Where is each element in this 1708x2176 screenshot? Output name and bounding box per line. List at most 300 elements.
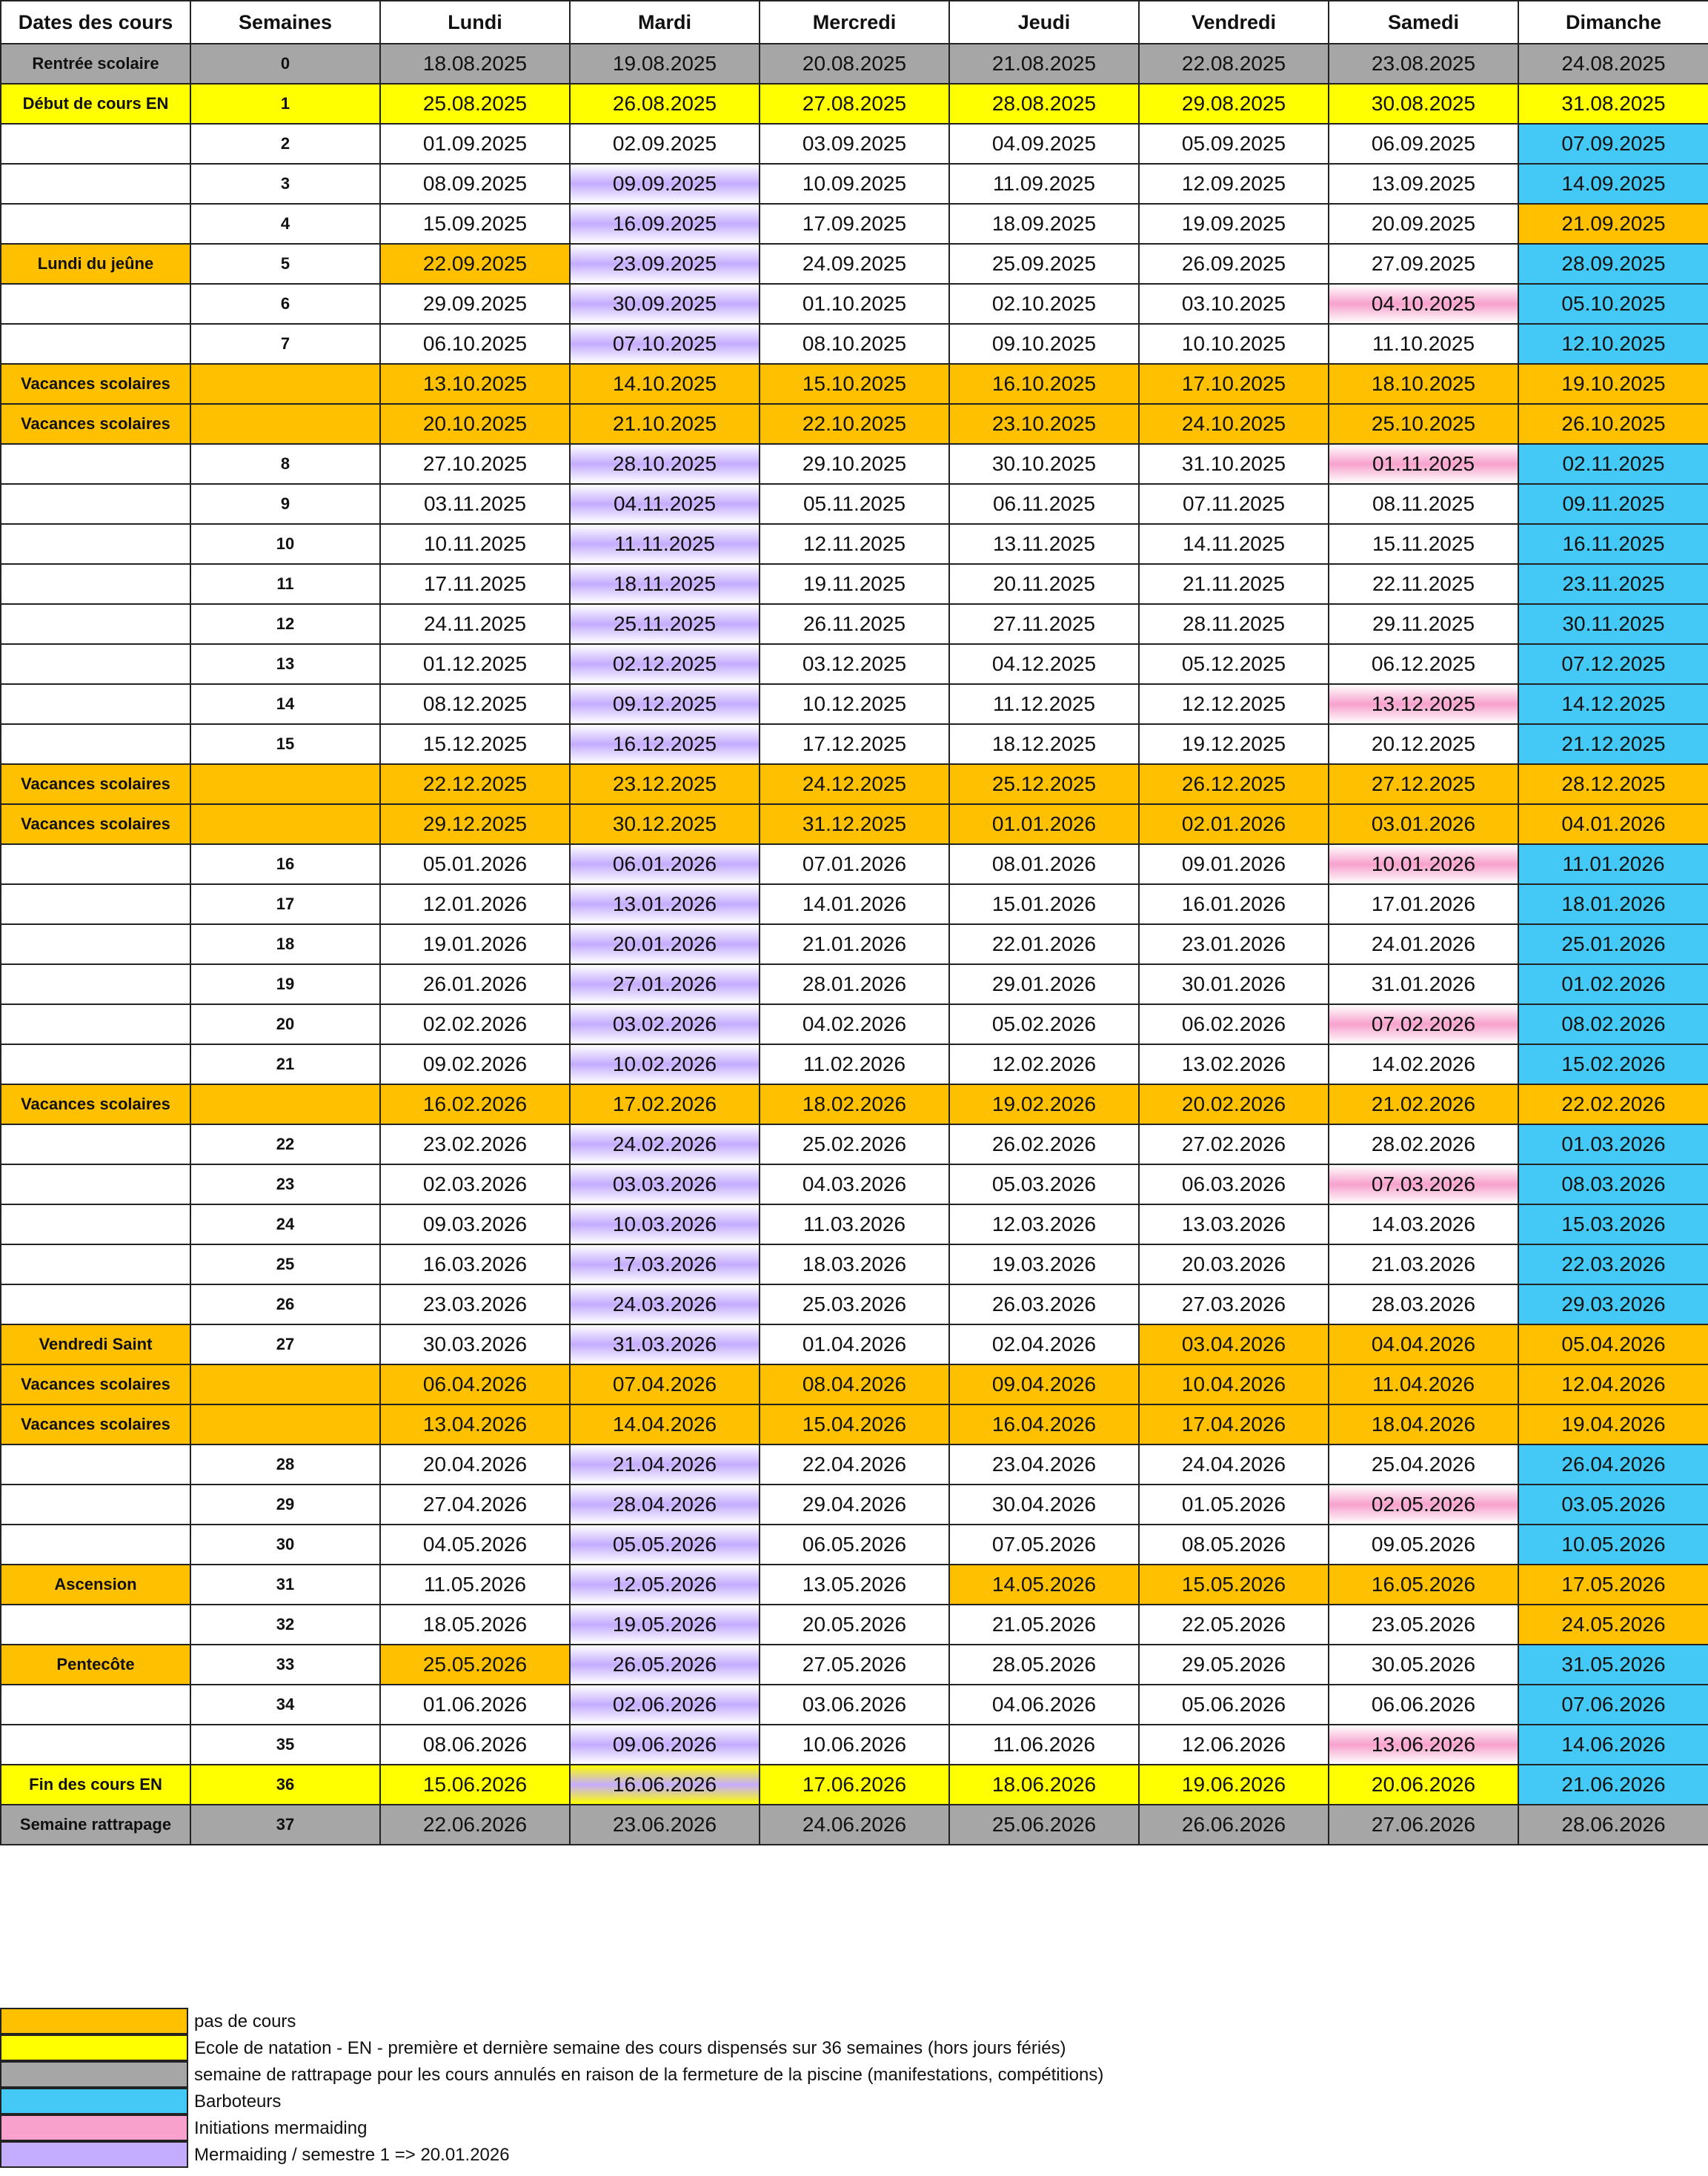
date-cell: 18.10.2025 bbox=[1329, 364, 1518, 404]
date-cell: 02.09.2025 bbox=[570, 124, 760, 164]
date-cell: 19.11.2025 bbox=[760, 564, 949, 604]
header-mardi: Mardi bbox=[570, 1, 760, 44]
date-cell: 28.11.2025 bbox=[1139, 604, 1329, 644]
table-row bbox=[1, 1084, 1708, 1124]
table-row bbox=[1, 84, 1708, 124]
date-cell: 28.10.2025 bbox=[570, 444, 760, 484]
row-label: Semaine rattrapage bbox=[1, 1805, 190, 1845]
date-cell: 06.06.2026 bbox=[1329, 1685, 1518, 1725]
date-cell: 05.10.2025 bbox=[1518, 284, 1708, 324]
legend-text: semaine de rattrapage pour les cours annulés en raison de la fermeture de la piscine (manifestations, compétitions) bbox=[194, 2065, 1104, 2085]
date-cell: 23.10.2025 bbox=[949, 404, 1139, 444]
date-cell: 13.06.2026 bbox=[1329, 1725, 1518, 1765]
date-cell: 18.11.2025 bbox=[570, 564, 760, 604]
week-number: 10 bbox=[190, 524, 380, 564]
date-cell: 23.12.2025 bbox=[570, 764, 760, 804]
row-label bbox=[1, 444, 190, 484]
row-label bbox=[1, 924, 190, 964]
row-label bbox=[1, 964, 190, 1004]
date-cell: 28.05.2026 bbox=[949, 1645, 1139, 1685]
date-cell: 01.12.2025 bbox=[380, 644, 570, 684]
date-cell: 10.09.2025 bbox=[760, 164, 949, 204]
date-cell: 04.10.2025 bbox=[1329, 284, 1518, 324]
date-cell: 26.01.2026 bbox=[380, 964, 570, 1004]
date-cell: 31.10.2025 bbox=[1139, 444, 1329, 484]
date-cell: 28.06.2026 bbox=[1518, 1805, 1708, 1845]
week-number: 34 bbox=[190, 1685, 380, 1725]
date-cell: 21.03.2026 bbox=[1329, 1244, 1518, 1284]
date-cell: 21.02.2026 bbox=[1329, 1084, 1518, 1124]
date-cell: 20.12.2025 bbox=[1329, 724, 1518, 764]
table-row bbox=[1, 884, 1708, 924]
date-cell: 20.02.2026 bbox=[1139, 1084, 1329, 1124]
date-cell: 05.11.2025 bbox=[760, 484, 949, 524]
table-row bbox=[1, 1685, 1708, 1725]
table-row bbox=[1, 1124, 1708, 1164]
date-cell: 06.12.2025 bbox=[1329, 644, 1518, 684]
date-cell: 12.02.2026 bbox=[949, 1044, 1139, 1084]
date-cell: 17.10.2025 bbox=[1139, 364, 1329, 404]
row-label bbox=[1, 604, 190, 644]
date-cell: 29.04.2026 bbox=[760, 1485, 949, 1525]
week-number: 3 bbox=[190, 164, 380, 204]
date-cell: 14.02.2026 bbox=[1329, 1044, 1518, 1084]
header-vendredi: Vendredi bbox=[1139, 1, 1329, 44]
date-cell: 29.11.2025 bbox=[1329, 604, 1518, 644]
row-label: Ascension bbox=[1, 1565, 190, 1605]
week-number: 35 bbox=[190, 1725, 380, 1765]
date-cell: 21.11.2025 bbox=[1139, 564, 1329, 604]
table-row bbox=[1, 244, 1708, 284]
week-number: 37 bbox=[190, 1805, 380, 1845]
date-cell: 20.11.2025 bbox=[949, 564, 1139, 604]
date-cell: 23.09.2025 bbox=[570, 244, 760, 284]
date-cell: 19.02.2026 bbox=[949, 1084, 1139, 1124]
week-number: 32 bbox=[190, 1605, 380, 1645]
date-cell: 01.11.2025 bbox=[1329, 444, 1518, 484]
week-number: 27 bbox=[190, 1324, 380, 1364]
table-row bbox=[1, 324, 1708, 364]
week-number: 22 bbox=[190, 1124, 380, 1164]
row-label: Vacances scolaires bbox=[1, 764, 190, 804]
date-cell: 19.03.2026 bbox=[949, 1244, 1139, 1284]
row-label: Vacances scolaires bbox=[1, 1364, 190, 1404]
date-cell: 05.02.2026 bbox=[949, 1004, 1139, 1044]
date-cell: 31.08.2025 bbox=[1518, 84, 1708, 124]
date-cell: 16.09.2025 bbox=[570, 204, 760, 244]
table-row bbox=[1, 644, 1708, 684]
date-cell: 19.01.2026 bbox=[380, 924, 570, 964]
row-label bbox=[1, 1204, 190, 1244]
row-label bbox=[1, 124, 190, 164]
date-cell: 27.10.2025 bbox=[380, 444, 570, 484]
table-row bbox=[1, 764, 1708, 804]
date-cell: 15.02.2026 bbox=[1518, 1044, 1708, 1084]
date-cell: 19.10.2025 bbox=[1518, 364, 1708, 404]
date-cell: 11.06.2026 bbox=[949, 1725, 1139, 1765]
date-cell: 21.05.2026 bbox=[949, 1605, 1139, 1645]
date-cell: 09.02.2026 bbox=[380, 1044, 570, 1084]
date-cell: 24.05.2026 bbox=[1518, 1605, 1708, 1645]
week-number: 23 bbox=[190, 1164, 380, 1204]
date-cell: 26.03.2026 bbox=[949, 1284, 1139, 1324]
table-row bbox=[1, 1044, 1708, 1084]
date-cell: 04.03.2026 bbox=[760, 1164, 949, 1204]
header-mercredi: Mercredi bbox=[760, 1, 949, 44]
date-cell: 10.03.2026 bbox=[570, 1204, 760, 1244]
date-cell: 20.10.2025 bbox=[380, 404, 570, 444]
week-number: 11 bbox=[190, 564, 380, 604]
week-number bbox=[190, 804, 380, 844]
date-cell: 27.01.2026 bbox=[570, 964, 760, 1004]
date-cell: 03.02.2026 bbox=[570, 1004, 760, 1044]
date-cell: 18.01.2026 bbox=[1518, 884, 1708, 924]
table-row bbox=[1, 1605, 1708, 1645]
date-cell: 23.01.2026 bbox=[1139, 924, 1329, 964]
date-cell: 15.12.2025 bbox=[380, 724, 570, 764]
date-cell: 13.09.2025 bbox=[1329, 164, 1518, 204]
row-label: Fin des cours EN bbox=[1, 1765, 190, 1805]
date-cell: 26.09.2025 bbox=[1139, 244, 1329, 284]
table-row bbox=[1, 44, 1708, 84]
date-cell: 05.01.2026 bbox=[380, 844, 570, 884]
row-label bbox=[1, 164, 190, 204]
date-cell: 06.04.2026 bbox=[380, 1364, 570, 1404]
legend-swatch bbox=[0, 2088, 188, 2114]
week-number: 9 bbox=[190, 484, 380, 524]
row-label: Pentecôte bbox=[1, 1645, 190, 1685]
date-cell: 12.01.2026 bbox=[380, 884, 570, 924]
date-cell: 12.10.2025 bbox=[1518, 324, 1708, 364]
date-cell: 30.11.2025 bbox=[1518, 604, 1708, 644]
week-number bbox=[190, 404, 380, 444]
date-cell: 30.01.2026 bbox=[1139, 964, 1329, 1004]
row-label bbox=[1, 1284, 190, 1324]
date-cell: 25.10.2025 bbox=[1329, 404, 1518, 444]
date-cell: 08.12.2025 bbox=[380, 684, 570, 724]
row-label bbox=[1, 524, 190, 564]
date-cell: 16.05.2026 bbox=[1329, 1565, 1518, 1605]
date-cell: 14.09.2025 bbox=[1518, 164, 1708, 204]
table-row bbox=[1, 164, 1708, 204]
date-cell: 06.11.2025 bbox=[949, 484, 1139, 524]
date-cell: 07.05.2026 bbox=[949, 1525, 1139, 1565]
date-cell: 14.04.2026 bbox=[570, 1404, 760, 1444]
date-cell: 18.04.2026 bbox=[1329, 1404, 1518, 1444]
date-cell: 03.03.2026 bbox=[570, 1164, 760, 1204]
table-row bbox=[1, 1725, 1708, 1765]
week-number bbox=[190, 1084, 380, 1124]
date-cell: 08.11.2025 bbox=[1329, 484, 1518, 524]
table-row bbox=[1, 124, 1708, 164]
header-dates-des-cours: Dates des cours bbox=[1, 1, 190, 44]
date-cell: 26.06.2026 bbox=[1139, 1805, 1329, 1845]
date-cell: 22.04.2026 bbox=[760, 1444, 949, 1485]
date-cell: 16.12.2025 bbox=[570, 724, 760, 764]
date-cell: 12.06.2026 bbox=[1139, 1725, 1329, 1765]
date-cell: 14.06.2026 bbox=[1518, 1725, 1708, 1765]
week-number: 36 bbox=[190, 1765, 380, 1805]
date-cell: 01.05.2026 bbox=[1139, 1485, 1329, 1525]
date-cell: 20.01.2026 bbox=[570, 924, 760, 964]
week-number: 4 bbox=[190, 204, 380, 244]
table-row bbox=[1, 444, 1708, 484]
date-cell: 23.02.2026 bbox=[380, 1124, 570, 1164]
row-label: Vacances scolaires bbox=[1, 404, 190, 444]
date-cell: 25.01.2026 bbox=[1518, 924, 1708, 964]
date-cell: 03.12.2025 bbox=[760, 644, 949, 684]
date-cell: 25.05.2026 bbox=[380, 1645, 570, 1685]
date-cell: 02.11.2025 bbox=[1518, 444, 1708, 484]
date-cell: 26.04.2026 bbox=[1518, 1444, 1708, 1485]
date-cell: 22.05.2026 bbox=[1139, 1605, 1329, 1645]
week-number: 28 bbox=[190, 1444, 380, 1485]
table-row bbox=[1, 1204, 1708, 1244]
row-label: Vendredi Saint bbox=[1, 1324, 190, 1364]
date-cell: 22.08.2025 bbox=[1139, 44, 1329, 84]
date-cell: 29.05.2026 bbox=[1139, 1645, 1329, 1685]
date-cell: 16.11.2025 bbox=[1518, 524, 1708, 564]
date-cell: 10.05.2026 bbox=[1518, 1525, 1708, 1565]
date-cell: 07.01.2026 bbox=[760, 844, 949, 884]
date-cell: 19.09.2025 bbox=[1139, 204, 1329, 244]
date-cell: 01.02.2026 bbox=[1518, 964, 1708, 1004]
date-cell: 08.06.2026 bbox=[380, 1725, 570, 1765]
date-cell: 03.06.2026 bbox=[760, 1685, 949, 1725]
legend-text: Barboteurs bbox=[194, 2092, 282, 2112]
table-row bbox=[1, 524, 1708, 564]
date-cell: 23.08.2025 bbox=[1329, 44, 1518, 84]
week-number: 0 bbox=[190, 44, 380, 84]
week-number bbox=[190, 764, 380, 804]
header-jeudi: Jeudi bbox=[949, 1, 1139, 44]
date-cell: 19.04.2026 bbox=[1518, 1404, 1708, 1444]
table-row bbox=[1, 604, 1708, 644]
date-cell: 14.05.2026 bbox=[949, 1565, 1139, 1605]
date-cell: 17.09.2025 bbox=[760, 204, 949, 244]
date-cell: 14.03.2026 bbox=[1329, 1204, 1518, 1244]
date-cell: 11.11.2025 bbox=[570, 524, 760, 564]
table-row bbox=[1, 1805, 1708, 1845]
table-row bbox=[1, 804, 1708, 844]
table-row bbox=[1, 1004, 1708, 1044]
date-cell: 05.06.2026 bbox=[1139, 1685, 1329, 1725]
table-row bbox=[1, 724, 1708, 764]
date-cell: 11.03.2026 bbox=[760, 1204, 949, 1244]
row-label bbox=[1, 1525, 190, 1565]
date-cell: 27.04.2026 bbox=[380, 1485, 570, 1525]
date-cell: 30.04.2026 bbox=[949, 1485, 1139, 1525]
date-cell: 12.09.2025 bbox=[1139, 164, 1329, 204]
date-cell: 06.02.2026 bbox=[1139, 1004, 1329, 1044]
table-row bbox=[1, 964, 1708, 1004]
table-row bbox=[1, 1364, 1708, 1404]
date-cell: 18.02.2026 bbox=[760, 1084, 949, 1124]
date-cell: 02.03.2026 bbox=[380, 1164, 570, 1204]
date-cell: 15.03.2026 bbox=[1518, 1204, 1708, 1244]
date-cell: 28.04.2026 bbox=[570, 1485, 760, 1525]
legend-swatch bbox=[0, 2034, 188, 2061]
date-cell: 29.08.2025 bbox=[1139, 84, 1329, 124]
legend-item bbox=[0, 2062, 1708, 2089]
date-cell: 04.01.2026 bbox=[1518, 804, 1708, 844]
date-cell: 08.01.2026 bbox=[949, 844, 1139, 884]
row-label bbox=[1, 1124, 190, 1164]
date-cell: 01.06.2026 bbox=[380, 1685, 570, 1725]
date-cell: 20.04.2026 bbox=[380, 1444, 570, 1485]
date-cell: 29.09.2025 bbox=[380, 284, 570, 324]
date-cell: 19.06.2026 bbox=[1139, 1765, 1329, 1805]
date-cell: 30.09.2025 bbox=[570, 284, 760, 324]
date-cell: 03.11.2025 bbox=[380, 484, 570, 524]
date-cell: 11.02.2026 bbox=[760, 1044, 949, 1084]
date-cell: 17.06.2026 bbox=[760, 1765, 949, 1805]
date-cell: 12.12.2025 bbox=[1139, 684, 1329, 724]
date-cell: 15.05.2026 bbox=[1139, 1565, 1329, 1605]
date-cell: 29.01.2026 bbox=[949, 964, 1139, 1004]
date-cell: 01.01.2026 bbox=[949, 804, 1139, 844]
date-cell: 09.12.2025 bbox=[570, 684, 760, 724]
date-cell: 13.04.2026 bbox=[380, 1404, 570, 1444]
header-lundi: Lundi bbox=[380, 1, 570, 44]
date-cell: 16.10.2025 bbox=[949, 364, 1139, 404]
table-row bbox=[1, 1324, 1708, 1364]
date-cell: 23.06.2026 bbox=[570, 1805, 760, 1845]
date-cell: 16.04.2026 bbox=[949, 1404, 1139, 1444]
date-cell: 22.06.2026 bbox=[380, 1805, 570, 1845]
date-cell: 22.01.2026 bbox=[949, 924, 1139, 964]
date-cell: 24.03.2026 bbox=[570, 1284, 760, 1324]
date-cell: 14.11.2025 bbox=[1139, 524, 1329, 564]
date-cell: 09.09.2025 bbox=[570, 164, 760, 204]
date-cell: 25.04.2026 bbox=[1329, 1444, 1518, 1485]
row-label bbox=[1, 884, 190, 924]
date-cell: 27.11.2025 bbox=[949, 604, 1139, 644]
date-cell: 13.02.2026 bbox=[1139, 1044, 1329, 1084]
date-cell: 11.09.2025 bbox=[949, 164, 1139, 204]
date-cell: 12.04.2026 bbox=[1518, 1364, 1708, 1404]
date-cell: 09.10.2025 bbox=[949, 324, 1139, 364]
date-cell: 04.12.2025 bbox=[949, 644, 1139, 684]
week-number bbox=[190, 1364, 380, 1404]
date-cell: 25.09.2025 bbox=[949, 244, 1139, 284]
row-label: Lundi du jeûne bbox=[1, 244, 190, 284]
date-cell: 29.10.2025 bbox=[760, 444, 949, 484]
date-cell: 27.08.2025 bbox=[760, 84, 949, 124]
date-cell: 29.12.2025 bbox=[380, 804, 570, 844]
week-number: 15 bbox=[190, 724, 380, 764]
date-cell: 26.02.2026 bbox=[949, 1124, 1139, 1164]
table-row bbox=[1, 1244, 1708, 1284]
date-cell: 21.10.2025 bbox=[570, 404, 760, 444]
date-cell: 18.09.2025 bbox=[949, 204, 1139, 244]
week-number: 29 bbox=[190, 1485, 380, 1525]
date-cell: 04.04.2026 bbox=[1329, 1324, 1518, 1364]
week-number: 6 bbox=[190, 284, 380, 324]
date-cell: 17.03.2026 bbox=[570, 1244, 760, 1284]
date-cell: 27.06.2026 bbox=[1329, 1805, 1518, 1845]
date-cell: 13.03.2026 bbox=[1139, 1204, 1329, 1244]
date-cell: 03.10.2025 bbox=[1139, 284, 1329, 324]
date-cell: 22.03.2026 bbox=[1518, 1244, 1708, 1284]
row-label bbox=[1, 724, 190, 764]
date-cell: 28.02.2026 bbox=[1329, 1124, 1518, 1164]
date-cell: 23.11.2025 bbox=[1518, 564, 1708, 604]
date-cell: 24.01.2026 bbox=[1329, 924, 1518, 964]
table-row bbox=[1, 1565, 1708, 1605]
table-row bbox=[1, 684, 1708, 724]
date-cell: 16.01.2026 bbox=[1139, 884, 1329, 924]
date-cell: 10.11.2025 bbox=[380, 524, 570, 564]
date-cell: 24.06.2026 bbox=[760, 1805, 949, 1845]
date-cell: 19.05.2026 bbox=[570, 1605, 760, 1645]
table-row bbox=[1, 1765, 1708, 1805]
date-cell: 31.05.2026 bbox=[1518, 1645, 1708, 1685]
week-number: 26 bbox=[190, 1284, 380, 1324]
date-cell: 04.05.2026 bbox=[380, 1525, 570, 1565]
date-cell: 14.01.2026 bbox=[760, 884, 949, 924]
date-cell: 31.03.2026 bbox=[570, 1324, 760, 1364]
row-label: Début de cours EN bbox=[1, 84, 190, 124]
week-number: 13 bbox=[190, 644, 380, 684]
date-cell: 14.12.2025 bbox=[1518, 684, 1708, 724]
date-cell: 27.12.2025 bbox=[1329, 764, 1518, 804]
table-row bbox=[1, 844, 1708, 884]
date-cell: 21.09.2025 bbox=[1518, 204, 1708, 244]
date-cell: 23.03.2026 bbox=[380, 1284, 570, 1324]
date-cell: 02.02.2026 bbox=[380, 1004, 570, 1044]
date-cell: 02.06.2026 bbox=[570, 1685, 760, 1725]
table-body bbox=[1, 1, 1708, 1845]
date-cell: 18.05.2026 bbox=[380, 1605, 570, 1645]
row-label bbox=[1, 644, 190, 684]
legend-item bbox=[0, 2009, 1708, 2035]
date-cell: 02.10.2025 bbox=[949, 284, 1139, 324]
date-cell: 21.06.2026 bbox=[1518, 1765, 1708, 1805]
date-cell: 17.01.2026 bbox=[1329, 884, 1518, 924]
date-cell: 08.10.2025 bbox=[760, 324, 949, 364]
date-cell: 30.10.2025 bbox=[949, 444, 1139, 484]
date-cell: 04.06.2026 bbox=[949, 1685, 1139, 1725]
date-cell: 09.04.2026 bbox=[949, 1364, 1139, 1404]
date-cell: 08.09.2025 bbox=[380, 164, 570, 204]
date-cell: 05.03.2026 bbox=[949, 1164, 1139, 1204]
date-cell: 29.03.2026 bbox=[1518, 1284, 1708, 1324]
date-cell: 01.09.2025 bbox=[380, 124, 570, 164]
date-cell: 02.01.2026 bbox=[1139, 804, 1329, 844]
date-cell: 04.11.2025 bbox=[570, 484, 760, 524]
date-cell: 26.10.2025 bbox=[1518, 404, 1708, 444]
date-cell: 30.12.2025 bbox=[570, 804, 760, 844]
date-cell: 15.06.2026 bbox=[380, 1765, 570, 1805]
date-cell: 13.11.2025 bbox=[949, 524, 1139, 564]
date-cell: 20.05.2026 bbox=[760, 1605, 949, 1645]
legend-text: Initiations mermaiding bbox=[194, 2118, 368, 2138]
header-row bbox=[1, 1, 1708, 44]
date-cell: 23.04.2026 bbox=[949, 1444, 1139, 1485]
date-cell: 07.11.2025 bbox=[1139, 484, 1329, 524]
date-cell: 15.01.2026 bbox=[949, 884, 1139, 924]
header-samedi: Samedi bbox=[1329, 1, 1518, 44]
row-label bbox=[1, 844, 190, 884]
table-row bbox=[1, 364, 1708, 404]
table-row bbox=[1, 1404, 1708, 1444]
row-label bbox=[1, 1685, 190, 1725]
date-cell: 02.12.2025 bbox=[570, 644, 760, 684]
date-cell: 30.03.2026 bbox=[380, 1324, 570, 1364]
date-cell: 11.04.2026 bbox=[1329, 1364, 1518, 1404]
date-cell: 08.03.2026 bbox=[1518, 1164, 1708, 1204]
